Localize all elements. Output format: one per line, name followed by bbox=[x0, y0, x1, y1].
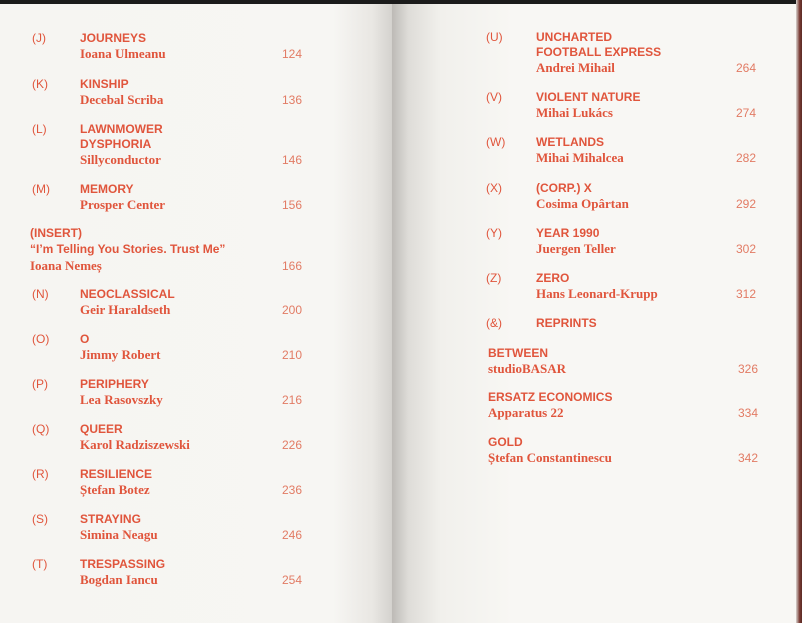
entry-author: Ștefan Botez bbox=[80, 482, 150, 497]
entry-title: NEOCLASSICAL bbox=[80, 287, 175, 301]
entry-letter: (X) bbox=[486, 181, 502, 195]
extra-author: Ștefan Constantinescu bbox=[488, 450, 612, 465]
entry-author: Geir Haraldseth bbox=[80, 302, 171, 317]
entry-title: REPRINTS bbox=[536, 316, 597, 330]
right-page bbox=[392, 4, 796, 623]
entry-title: JOURNEYS bbox=[80, 31, 147, 45]
entry-title: DYSPHORIA bbox=[80, 137, 152, 151]
entry-title: UNCHARTED bbox=[536, 30, 612, 44]
entry-author: Simina Neagu bbox=[80, 527, 158, 542]
entry-letter: (R) bbox=[32, 467, 49, 481]
entry-page-number: 292 bbox=[736, 197, 757, 211]
entry-letter: (L) bbox=[32, 122, 47, 136]
extra-title: BETWEEN bbox=[488, 346, 548, 360]
entry-page-number: 264 bbox=[736, 61, 757, 75]
entry-title: LAWNMOWER bbox=[80, 122, 163, 136]
entry-letter: (P) bbox=[32, 377, 48, 391]
entry-page-number: 282 bbox=[736, 151, 757, 165]
entry-title: KINSHIP bbox=[80, 77, 129, 91]
insert-quote: “I’m Telling You Stories. Trust Me” bbox=[30, 242, 226, 256]
entry-page-number: 210 bbox=[282, 348, 303, 362]
extra-page-number: 334 bbox=[738, 406, 759, 420]
entry-page-number: 156 bbox=[282, 198, 303, 212]
extra-page-number: 326 bbox=[738, 362, 759, 376]
book-edge bbox=[796, 0, 802, 623]
entry-letter: (S) bbox=[32, 512, 48, 526]
entry-author: Jimmy Robert bbox=[80, 347, 161, 362]
entry-page-number: 200 bbox=[282, 303, 303, 317]
entry-page-number: 312 bbox=[736, 287, 757, 301]
entry-author: Cosima Opârtan bbox=[536, 196, 629, 211]
entry-page-number: 226 bbox=[282, 438, 303, 452]
entry-letter: (Y) bbox=[486, 226, 502, 240]
entry-page-number: 146 bbox=[282, 153, 303, 167]
entry-letter: (U) bbox=[486, 30, 503, 44]
entry-page-number: 246 bbox=[282, 528, 303, 542]
entry-title: YEAR 1990 bbox=[536, 226, 600, 240]
entry-title: STRAYING bbox=[80, 512, 141, 526]
left-page bbox=[0, 4, 392, 623]
entry-letter: (T) bbox=[32, 557, 48, 571]
entry-page-number: 216 bbox=[282, 393, 303, 407]
entry-title: ZERO bbox=[536, 271, 570, 285]
extra-author: Apparatus 22 bbox=[488, 405, 564, 420]
entry-letter: (V) bbox=[486, 90, 502, 104]
entry-author: Mihai Mihalcea bbox=[536, 150, 624, 165]
entry-letter: (K) bbox=[32, 77, 48, 91]
entry-author: Mihai Lukács bbox=[536, 105, 613, 120]
entry-letter: (M) bbox=[32, 182, 50, 196]
entry-author: Lea Rasovszky bbox=[80, 392, 163, 407]
insert-author: Ioana Nemeș bbox=[30, 258, 102, 273]
entry-title: QUEER bbox=[80, 422, 123, 436]
entry-title: VIOLENT NATURE bbox=[536, 90, 641, 104]
entry-letter: (O) bbox=[32, 332, 50, 346]
entry-title: WETLANDS bbox=[536, 135, 604, 149]
insert-label: (INSERT) bbox=[30, 226, 82, 240]
insert-page-number: 166 bbox=[282, 259, 303, 273]
entry-title: TRESPASSING bbox=[80, 557, 166, 571]
entry-author: Karol Radziszewski bbox=[80, 437, 190, 452]
entry-letter: (N) bbox=[32, 287, 49, 301]
entry-author: Decebal Scriba bbox=[80, 92, 164, 107]
entry-author: Prosper Center bbox=[80, 197, 166, 212]
entry-letter: (Q) bbox=[32, 422, 50, 436]
entry-title: O bbox=[80, 332, 90, 346]
entry-letter: (Z) bbox=[486, 271, 502, 285]
entry-author: Bogdan Iancu bbox=[80, 572, 158, 587]
entry-page-number: 236 bbox=[282, 483, 303, 497]
entry-page-number: 254 bbox=[282, 573, 303, 587]
entry-page-number: 136 bbox=[282, 93, 303, 107]
entry-author: Hans Leonard-Krupp bbox=[536, 286, 658, 301]
entry-title: FOOTBALL EXPRESS bbox=[536, 45, 662, 59]
entry-letter: (&) bbox=[486, 316, 502, 330]
extra-title: GOLD bbox=[488, 435, 523, 449]
entry-title: (CORP.) X bbox=[536, 181, 592, 195]
entry-author: Sillyconductor bbox=[80, 152, 161, 167]
entry-page-number: 274 bbox=[736, 106, 757, 120]
entry-page-number: 124 bbox=[282, 47, 303, 61]
entry-title: RESILIENCE bbox=[80, 467, 153, 481]
extra-author: studioBASAR bbox=[488, 361, 567, 376]
extra-title: ERSATZ ECONOMICS bbox=[488, 390, 613, 404]
entry-author: Andrei Mihail bbox=[536, 60, 615, 75]
entry-author: Juergen Teller bbox=[536, 241, 616, 256]
entry-title: PERIPHERY bbox=[80, 377, 149, 391]
entry-author: Ioana Ulmeanu bbox=[80, 46, 166, 61]
entry-letter: (J) bbox=[32, 31, 46, 45]
extra-page-number: 342 bbox=[738, 451, 759, 465]
entry-title: MEMORY bbox=[80, 182, 134, 196]
entry-page-number: 302 bbox=[736, 242, 757, 256]
entry-letter: (W) bbox=[486, 135, 506, 149]
